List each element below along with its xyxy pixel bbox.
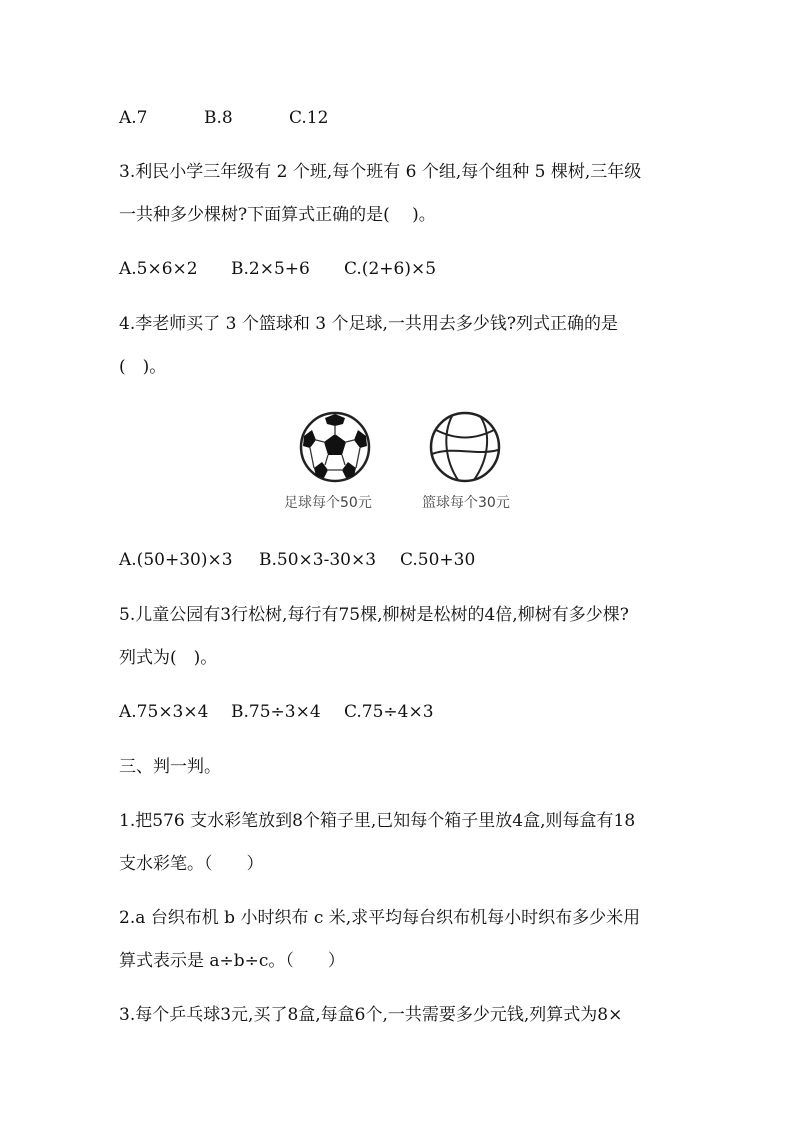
judge-2-line1: 2.a 台织布机 b 小时织布 c 米,求平均每台织布机每小时织布多少米用	[119, 908, 641, 928]
q3-text-line2: 一共种多少棵树?下面算式正确的是( )。	[119, 205, 436, 225]
q2-option-b: B.8	[204, 108, 233, 128]
basketball-icon	[428, 410, 502, 484]
q4-option-a: A.(50+30)×3	[119, 550, 233, 570]
q5-text-line1: 5.儿童公园有3行松树,每行有75棵,柳树是松树的4倍,柳树有多少棵?	[119, 605, 629, 625]
q2-option-a: A.7	[119, 108, 148, 128]
basketball-price-caption: 篮球每个30元	[422, 495, 510, 511]
judge-1-line2: 支水彩笔。（ ）	[119, 854, 264, 874]
judge-1-line1: 1.把576 支水彩笔放到8个箱子里,已知每个箱子里放4盒,则每盒有18	[119, 811, 636, 831]
section-3-title: 三、判一判。	[119, 757, 221, 777]
q3-text-line1: 3.利民小学三年级有 2 个班,每个班有 6 个组,每个组种 5 棵树,三年级	[119, 162, 642, 182]
q3-option-a: A.5×6×2	[119, 259, 198, 279]
q5-text-line2: 列式为( )。	[119, 648, 218, 668]
q3-option-c: C.(2+6)×5	[344, 259, 437, 279]
q2-option-c: C.12	[289, 108, 329, 128]
q4-figure	[280, 410, 540, 520]
q4-text-line1: 4.李老师买了 3 个篮球和 3 个足球,一共用去多少钱?列式正确的是	[119, 314, 618, 334]
q3-option-b: B.2×5+6	[231, 259, 310, 279]
q5-option-b: B.75÷3×4	[231, 702, 321, 722]
q5-option-a: A.75×3×4	[119, 702, 209, 722]
judge-3-line1: 3.每个乒乓球3元,买了8盒,每盒6个,一共需要多少元钱,列算式为8×	[119, 1005, 623, 1025]
soccer-price-caption: 足球每个50元	[284, 495, 372, 511]
judge-2-line2: 算式表示是 a÷b÷c。（ ）	[119, 951, 345, 971]
soccer-ball-icon	[298, 410, 372, 484]
q4-text-line2: ( )。	[119, 357, 167, 377]
q4-option-b: B.50×3-30×3	[259, 550, 377, 570]
q5-option-c: C.75÷4×3	[344, 702, 434, 722]
q4-option-c: C.50+30	[400, 550, 476, 570]
